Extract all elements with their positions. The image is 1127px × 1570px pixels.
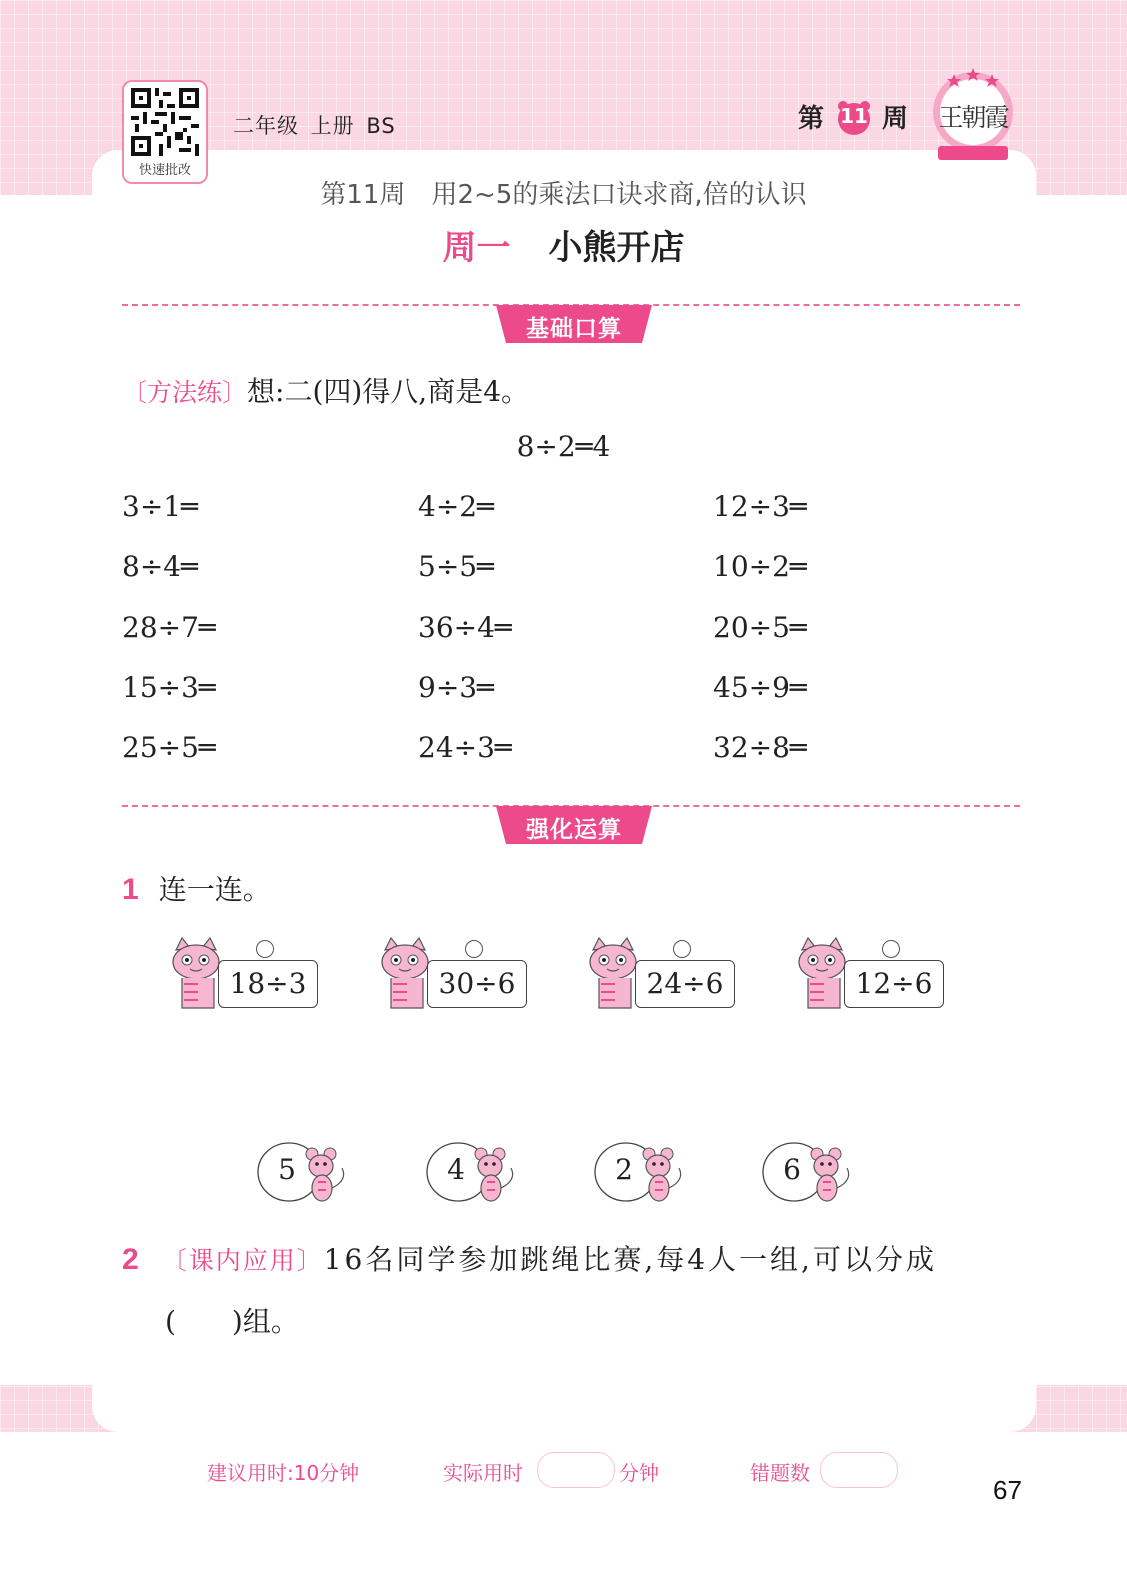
day-label: 周一	[442, 228, 511, 268]
grade-label: 二年级 上册 BS	[233, 114, 396, 138]
calc-problem[interactable]: 8÷4═	[122, 550, 198, 583]
method-text: 想:二(四)得八,商是4。	[247, 375, 530, 408]
question-label: 〔课内应用〕	[161, 1246, 324, 1275]
cat-expression-card[interactable]	[377, 936, 537, 1016]
calc-problem[interactable]: 25÷5═	[122, 731, 216, 764]
cat-expression-card[interactable]	[168, 936, 328, 1016]
calc-problem[interactable]: 12÷3═	[713, 490, 807, 523]
division-expression: 12÷6	[844, 960, 944, 1008]
mouse-answer-card[interactable]	[761, 1140, 861, 1204]
week-badge	[835, 100, 873, 136]
qr-caption: 快速批改	[138, 163, 191, 178]
answer-blank-line[interactable]: ( )组。	[165, 1305, 299, 1338]
question-text: 连一连。	[158, 873, 271, 906]
brand-logo-text: 王朝霞	[938, 103, 1008, 132]
method-practice	[122, 370, 529, 410]
question-2	[122, 1238, 937, 1278]
cat-expression-card[interactable]	[585, 936, 745, 1016]
errors-input[interactable]	[820, 1452, 898, 1488]
page-number: 67	[993, 1475, 1022, 1505]
calc-problem[interactable]: 9÷3═	[418, 671, 494, 704]
question-number: 2	[122, 1243, 142, 1276]
week-suffix: 周	[882, 104, 909, 134]
qr-code[interactable]	[122, 80, 208, 184]
page-title	[0, 220, 1127, 269]
brand-logo	[930, 66, 1016, 164]
division-expression: 18÷3	[218, 960, 318, 1008]
section-tag-basic	[496, 305, 652, 343]
section-tag-text: 强化运算	[526, 817, 622, 843]
answer-number: 5	[278, 1153, 296, 1186]
mouse-answer-card[interactable]	[256, 1140, 356, 1204]
cat-paw-icon	[673, 940, 691, 958]
calc-problem[interactable]: 15÷3═	[122, 671, 216, 704]
suggested-time: 建议用时:10分钟	[207, 1461, 360, 1485]
calc-problem[interactable]: 3÷1═	[122, 490, 198, 523]
page-subtitle: 第11周 用2~5的乘法口诀求商,倍的认识	[320, 180, 807, 210]
division-expression: 30÷6	[427, 960, 527, 1008]
calc-problem[interactable]: 45÷9═	[713, 671, 807, 704]
calc-problem[interactable]: 36÷4═	[418, 611, 512, 644]
calc-problem[interactable]: 20÷5═	[713, 611, 807, 644]
section-tag-strengthen	[496, 806, 652, 844]
calc-problem[interactable]: 32÷8═	[713, 731, 807, 764]
calc-problem[interactable]: 28÷7═	[122, 611, 216, 644]
section-tag-text: 基础口算	[526, 316, 622, 342]
cat-paw-icon	[256, 940, 274, 958]
week-prefix: 第	[798, 104, 825, 134]
question-1	[122, 868, 271, 908]
division-expression: 24÷6	[635, 960, 735, 1008]
calc-problem[interactable]: 10÷2═	[713, 550, 807, 583]
cat-expression-card[interactable]	[794, 936, 954, 1016]
question-text: 16名同学参加跳绳比赛,每4人一组,可以分成	[323, 1243, 937, 1276]
week-number: 11	[840, 104, 868, 128]
method-label: 〔方法练〕	[122, 378, 248, 407]
calc-problem[interactable]: 4÷2═	[418, 490, 494, 523]
answer-number: 4	[447, 1153, 465, 1186]
topic-label: 小熊开店	[548, 228, 685, 268]
errors-label: 错题数	[750, 1461, 810, 1485]
example-equation: 8÷2═4	[516, 430, 611, 463]
answer-number: 2	[615, 1153, 633, 1186]
cat-paw-icon	[465, 940, 483, 958]
question-number: 1	[122, 873, 139, 906]
minutes-label: 分钟	[619, 1461, 659, 1485]
actual-time-input[interactable]	[537, 1452, 615, 1488]
qr-code-icon	[131, 88, 199, 156]
mouse-answer-card[interactable]	[425, 1140, 525, 1204]
calc-problem[interactable]: 5÷5═	[418, 550, 494, 583]
calc-problem[interactable]: 24÷3═	[418, 731, 512, 764]
cat-paw-icon	[882, 940, 900, 958]
mouse-answer-card[interactable]	[593, 1140, 693, 1204]
answer-number: 6	[783, 1153, 801, 1186]
actual-time-label: 实际用时	[443, 1461, 523, 1485]
